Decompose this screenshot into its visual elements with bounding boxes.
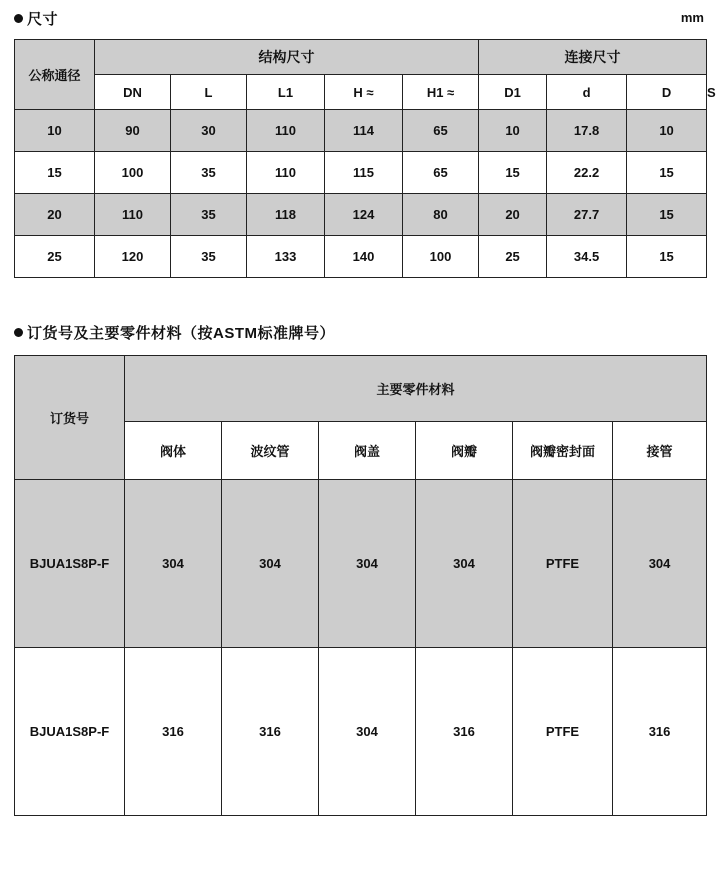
cell-connector: 304: [613, 480, 707, 648]
cell-l1: 35: [171, 152, 247, 194]
cell-d1: 80: [403, 194, 479, 236]
materials-heading-text: 订货号及主要零件材料（按ASTM标准牌号）: [27, 325, 335, 342]
cell-bellows: 304: [222, 480, 319, 648]
header-col-h: H ≈: [325, 75, 403, 110]
header-col-l1: L1: [247, 75, 325, 110]
dimensions-table: [14, 39, 716, 278]
cell-s: 10: [627, 110, 707, 152]
header-col-d: D: [627, 75, 707, 110]
cell-d1: 65: [403, 152, 479, 194]
cell-dn: 10: [15, 110, 95, 152]
cell-body: 304: [125, 480, 222, 648]
cell-l: 90: [95, 110, 171, 152]
cell-dn: 20: [15, 194, 95, 236]
cell-disc-seal: PTFE: [513, 480, 613, 648]
cell-d: 22.2: [547, 152, 627, 194]
header-materials-group: 主要零件材料: [125, 356, 707, 422]
cell-s: 15: [627, 236, 707, 278]
cell-l1: 30: [171, 110, 247, 152]
cell-d-small: 10: [479, 110, 547, 152]
cell-s: 15: [627, 152, 707, 194]
cell-disc: 304: [416, 480, 513, 648]
header-col-d-small: d: [547, 75, 627, 110]
table-row: [15, 648, 707, 816]
cell-bonnet: 304: [319, 480, 416, 648]
materials-header-row-group: [15, 356, 707, 422]
cell-dn: 25: [15, 236, 95, 278]
materials-table: [14, 355, 707, 816]
cell-dn: 15: [15, 152, 95, 194]
table-header-row-groups: [15, 40, 707, 75]
bullet-icon: [14, 14, 23, 23]
header-col-bonnet: 阀盖: [319, 422, 416, 480]
table-row: [15, 152, 707, 194]
cell-d-small: 15: [479, 152, 547, 194]
cell-l: 110: [95, 194, 171, 236]
cell-l1: 35: [171, 236, 247, 278]
header-dn-group: 公称通径: [15, 40, 95, 110]
cell-l: 120: [95, 236, 171, 278]
cell-d: 34.5: [547, 236, 627, 278]
header-col-body: 阀体: [125, 422, 222, 480]
cell-s: 15: [627, 194, 707, 236]
dimensions-heading: [14, 0, 706, 29]
cell-disc-seal: PTFE: [513, 648, 613, 816]
header-col-connector: 接管: [613, 422, 707, 480]
table-row: [15, 480, 707, 648]
header-col-disc: 阀瓣: [416, 422, 513, 480]
table-header-row-columns: DN L L1 H ≈ H1 ≈ D1 d D S: [15, 75, 707, 110]
table-row: [15, 110, 707, 152]
cell-h: 110: [247, 152, 325, 194]
cell-bonnet: 304: [319, 648, 416, 816]
cell-d1: 65: [403, 110, 479, 152]
cell-h1: 114: [325, 110, 403, 152]
header-col-l: L: [171, 75, 247, 110]
header-col-h1: H1 ≈: [403, 75, 479, 110]
cell-h1: 115: [325, 152, 403, 194]
header-col-dn: DN: [95, 75, 171, 110]
cell-disc: 316: [416, 648, 513, 816]
cell-d: 17.8: [547, 110, 627, 152]
cell-d1: 100: [403, 236, 479, 278]
header-structure-group: 结构尺寸: [95, 40, 479, 75]
cell-order-no: BJUA1S8P-F: [15, 648, 125, 816]
header-order-no: 订货号: [15, 356, 125, 480]
bullet-icon: [14, 328, 23, 337]
header-col-d1: D1: [479, 75, 547, 110]
cell-h1: 124: [325, 194, 403, 236]
cell-h: 110: [247, 110, 325, 152]
cell-d-small: 25: [479, 236, 547, 278]
cell-body: 316: [125, 648, 222, 816]
cell-connector: 316: [613, 648, 707, 816]
cell-l1: 35: [171, 194, 247, 236]
cell-bellows: 316: [222, 648, 319, 816]
cell-l: 100: [95, 152, 171, 194]
dimensions-heading-text: 尺寸: [27, 11, 59, 28]
unit-label: mm: [680, 10, 704, 25]
cell-h1: 140: [325, 236, 403, 278]
cell-d-small: 20: [479, 194, 547, 236]
header-col-disc-seal: 阀瓣密封面: [513, 422, 613, 480]
header-col-bellows: 波纹管: [222, 422, 319, 480]
table-row: [15, 194, 707, 236]
table-row: [15, 236, 707, 278]
cell-h: 133: [247, 236, 325, 278]
cell-h: 118: [247, 194, 325, 236]
cell-d: 27.7: [547, 194, 627, 236]
materials-heading: [14, 322, 706, 343]
cell-order-no: BJUA1S8P-F: [15, 480, 125, 648]
header-connection-group: 连接尺寸: [479, 40, 707, 75]
